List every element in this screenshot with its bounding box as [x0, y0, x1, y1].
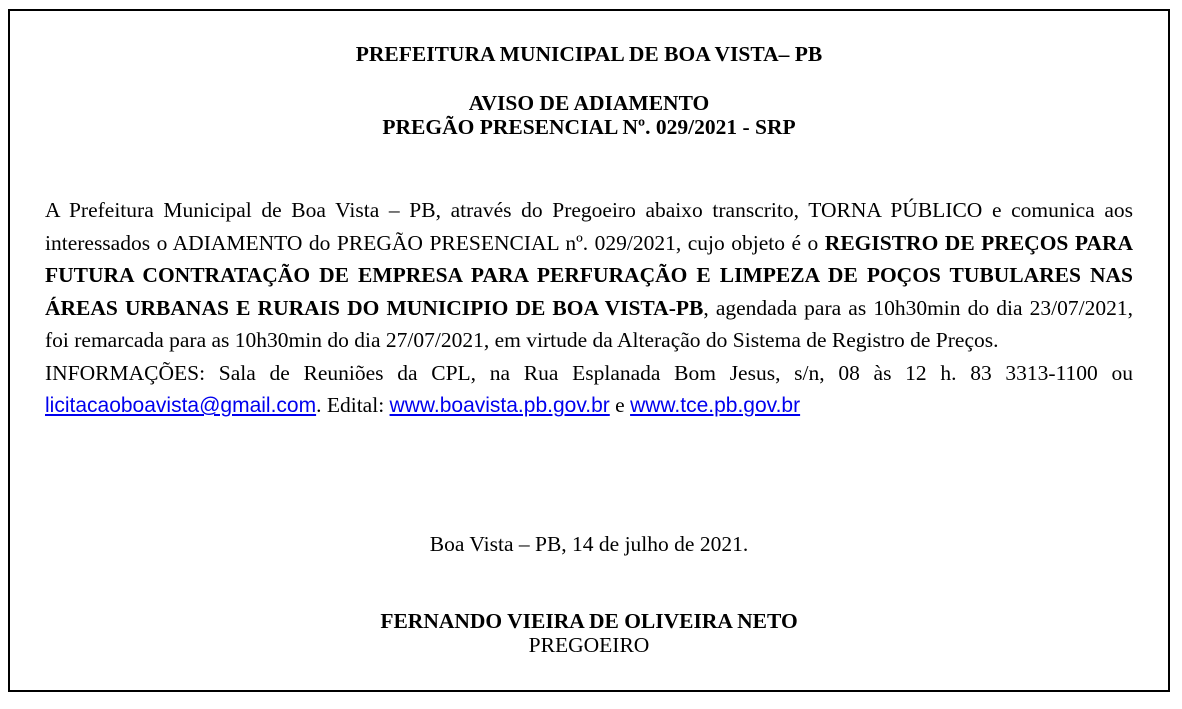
place-date: Boa Vista – PB, 14 de julho de 2021. [429, 532, 749, 556]
signature-block [10, 609, 1168, 657]
conjunction: e [609, 393, 631, 417]
notice-frame [8, 9, 1170, 692]
edital-label: . Edital: [316, 393, 390, 417]
info-text: INFORMAÇÕES: Sala de Reuniões da CPL, na Rua Esplanada Bom Jesus, s/n, 08 às 12 h. 83 3313-1100 ou [45, 360, 1133, 385]
notice-title: AVISO DE ADIAMENTO [468, 91, 710, 115]
body-intro: A Prefeitura Municipal de Boa Vista – PB, através do Pregoeiro abaixo transcrito, TORNA PÚBLICO e comunica aos interessados o ADIAMENTO do PREGÃO PRESENCIAL nº. 029/2021, cujo objeto é o [45, 198, 1133, 255]
website-link-boavista[interactable]: www.boavista.pb.gov.br [389, 394, 610, 417]
website-link-tce[interactable]: www.tce.pb.gov.br [630, 394, 801, 417]
info-paragraph [45, 357, 1133, 423]
notice-subtitle: PREGÃO PRESENCIAL Nº. 029/2021 - SRP [382, 115, 796, 139]
notice-heading [10, 91, 1168, 139]
body-paragraph [45, 194, 1133, 357]
notice-body [45, 194, 1133, 423]
signer-name: FERNANDO VIEIRA DE OLIVEIRA NETO [380, 609, 798, 633]
entity-heading: PREFEITURA MUNICIPAL DE BOA VISTA– PB [355, 42, 823, 66]
body-schedule: , agendada para as 10h30min do dia 23/07/2021, foi remarcada para as 10h30min do dia 27/07/2021, em virtude da Alteração do Sistema de Registro de Preços. [45, 295, 1133, 352]
body-object: REGISTRO DE PREÇOS PARA FUTURA CONTRATAÇÃO DE EMPRESA PARA PERFURAÇÃO E LIMPEZA DE POÇOS TUBULARES NAS ÁREAS URBANAS E RURAIS DO MUNICIPIO DE BOA VISTA-PB [45, 230, 1133, 320]
email-link[interactable]: licitacaoboavista@gmail.com [45, 394, 317, 417]
signer-role: PREGOEIRO [528, 633, 650, 657]
